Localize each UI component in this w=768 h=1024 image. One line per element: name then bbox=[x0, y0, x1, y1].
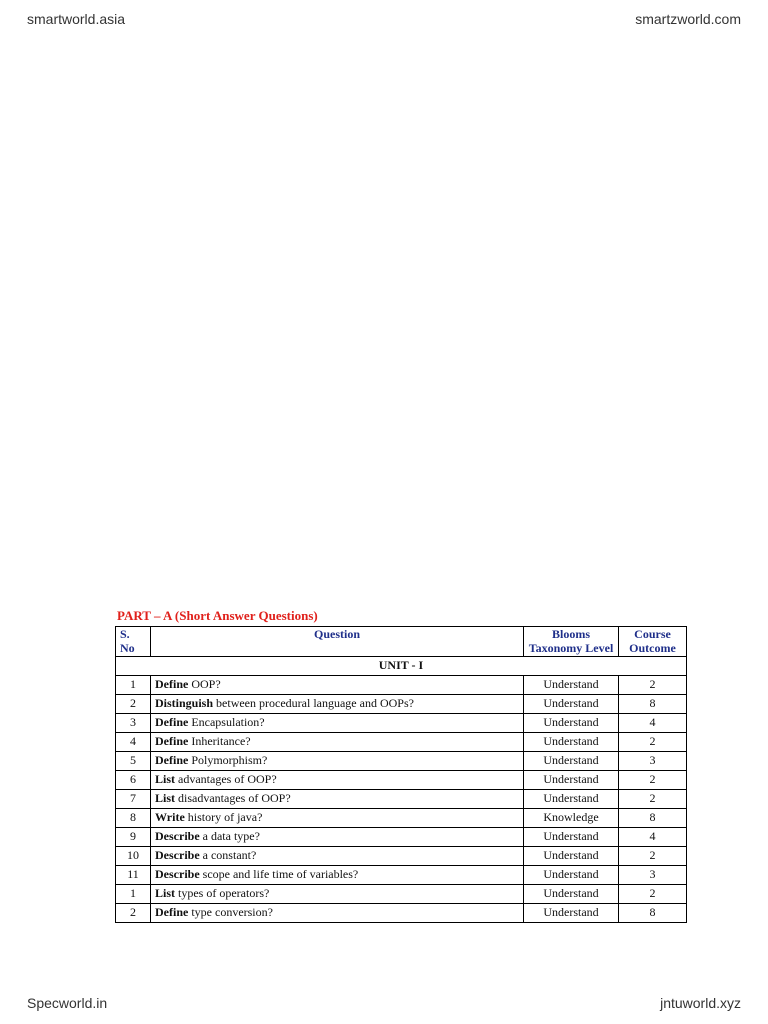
question-verb: List bbox=[155, 772, 176, 786]
question-verb: List bbox=[155, 886, 176, 900]
cell-blooms-level: Understand bbox=[524, 847, 619, 866]
question-text: Encapsulation? bbox=[188, 715, 265, 729]
header-sno: S. No bbox=[116, 627, 151, 657]
question-text: type conversion? bbox=[188, 905, 273, 919]
table-row bbox=[116, 714, 687, 733]
question-text: types of operators? bbox=[175, 886, 270, 900]
unit-label: UNIT - I bbox=[116, 657, 687, 676]
cell-blooms-level: Understand bbox=[524, 714, 619, 733]
cell-sno: 6 bbox=[116, 771, 151, 790]
cell-question bbox=[151, 733, 524, 752]
cell-blooms-level: Understand bbox=[524, 676, 619, 695]
cell-blooms-level: Understand bbox=[524, 904, 619, 923]
questions-table bbox=[115, 626, 687, 923]
cell-blooms-level: Understand bbox=[524, 885, 619, 904]
question-verb: Define bbox=[155, 715, 189, 729]
question-verb: Define bbox=[155, 677, 189, 691]
watermark-bottom-left: Specworld.in bbox=[27, 995, 108, 1011]
table-header-row bbox=[116, 627, 687, 657]
cell-question bbox=[151, 752, 524, 771]
question-text: disadvantages of OOP? bbox=[175, 791, 291, 805]
cell-blooms-level: Understand bbox=[524, 695, 619, 714]
cell-sno: 1 bbox=[116, 676, 151, 695]
cell-question bbox=[151, 809, 524, 828]
question-text: advantages of OOP? bbox=[175, 772, 277, 786]
cell-sno: 2 bbox=[116, 904, 151, 923]
cell-course-outcome: 2 bbox=[619, 790, 687, 809]
question-verb: Distinguish bbox=[155, 696, 214, 710]
cell-sno: 8 bbox=[116, 809, 151, 828]
cell-blooms-level: Knowledge bbox=[524, 809, 619, 828]
cell-sno: 11 bbox=[116, 866, 151, 885]
question-verb: Write bbox=[155, 810, 185, 824]
table-row bbox=[116, 752, 687, 771]
watermark-top-right: smartzworld.com bbox=[635, 11, 741, 27]
header-course-outcome: Course Outcome bbox=[619, 627, 687, 657]
cell-question bbox=[151, 885, 524, 904]
question-text: Polymorphism? bbox=[188, 753, 268, 767]
question-verb: Describe bbox=[155, 848, 200, 862]
watermark-bottom-right: jntuworld.xyz bbox=[660, 995, 741, 1011]
header-question: Question bbox=[151, 627, 524, 657]
cell-blooms-level: Understand bbox=[524, 752, 619, 771]
table-row bbox=[116, 809, 687, 828]
question-verb: Define bbox=[155, 753, 189, 767]
cell-course-outcome: 3 bbox=[619, 866, 687, 885]
cell-course-outcome: 2 bbox=[619, 771, 687, 790]
table-row bbox=[116, 771, 687, 790]
question-text: scope and life time of variables? bbox=[199, 867, 359, 881]
cell-question bbox=[151, 904, 524, 923]
question-verb: List bbox=[155, 791, 176, 805]
cell-question bbox=[151, 847, 524, 866]
table-row bbox=[116, 866, 687, 885]
cell-course-outcome: 2 bbox=[619, 733, 687, 752]
question-text: between procedural language and OOPs? bbox=[213, 696, 414, 710]
question-verb: Define bbox=[155, 905, 189, 919]
cell-sno: 10 bbox=[116, 847, 151, 866]
header-blooms-level: Blooms Taxonomy Level bbox=[524, 627, 619, 657]
cell-question bbox=[151, 866, 524, 885]
cell-sno: 9 bbox=[116, 828, 151, 847]
cell-sno: 1 bbox=[116, 885, 151, 904]
cell-sno: 2 bbox=[116, 695, 151, 714]
cell-course-outcome: 2 bbox=[619, 676, 687, 695]
question-text: Inheritance? bbox=[188, 734, 251, 748]
section-title: PART – A (Short Answer Questions) bbox=[117, 608, 318, 623]
table-row bbox=[116, 695, 687, 714]
table-row bbox=[116, 676, 687, 695]
cell-question bbox=[151, 790, 524, 809]
unit-row bbox=[116, 657, 687, 676]
question-text: OOP? bbox=[188, 677, 221, 691]
cell-question bbox=[151, 771, 524, 790]
cell-blooms-level: Understand bbox=[524, 771, 619, 790]
cell-sno: 3 bbox=[116, 714, 151, 733]
cell-course-outcome: 3 bbox=[619, 752, 687, 771]
cell-course-outcome: 2 bbox=[619, 847, 687, 866]
table-row bbox=[116, 885, 687, 904]
table-row bbox=[116, 733, 687, 752]
table-row bbox=[116, 828, 687, 847]
table-row bbox=[116, 790, 687, 809]
question-verb: Define bbox=[155, 734, 189, 748]
cell-course-outcome: 8 bbox=[619, 904, 687, 923]
cell-question bbox=[151, 695, 524, 714]
cell-sno: 7 bbox=[116, 790, 151, 809]
cell-blooms-level: Understand bbox=[524, 828, 619, 847]
watermark-top-left: smartworld.asia bbox=[27, 11, 126, 27]
cell-course-outcome: 8 bbox=[619, 695, 687, 714]
question-text: history of java? bbox=[184, 810, 263, 824]
cell-sno: 4 bbox=[116, 733, 151, 752]
cell-blooms-level: Understand bbox=[524, 866, 619, 885]
cell-course-outcome: 2 bbox=[619, 885, 687, 904]
cell-course-outcome: 4 bbox=[619, 828, 687, 847]
question-text: a constant? bbox=[199, 848, 257, 862]
table-row bbox=[116, 904, 687, 923]
cell-course-outcome: 4 bbox=[619, 714, 687, 733]
question-text: a data type? bbox=[199, 829, 260, 843]
cell-course-outcome: 8 bbox=[619, 809, 687, 828]
cell-question bbox=[151, 714, 524, 733]
cell-question bbox=[151, 676, 524, 695]
cell-question bbox=[151, 828, 524, 847]
question-verb: Describe bbox=[155, 867, 200, 881]
question-verb: Describe bbox=[155, 829, 200, 843]
table-row bbox=[116, 847, 687, 866]
cell-sno: 5 bbox=[116, 752, 151, 771]
cell-blooms-level: Understand bbox=[524, 790, 619, 809]
cell-blooms-level: Understand bbox=[524, 733, 619, 752]
